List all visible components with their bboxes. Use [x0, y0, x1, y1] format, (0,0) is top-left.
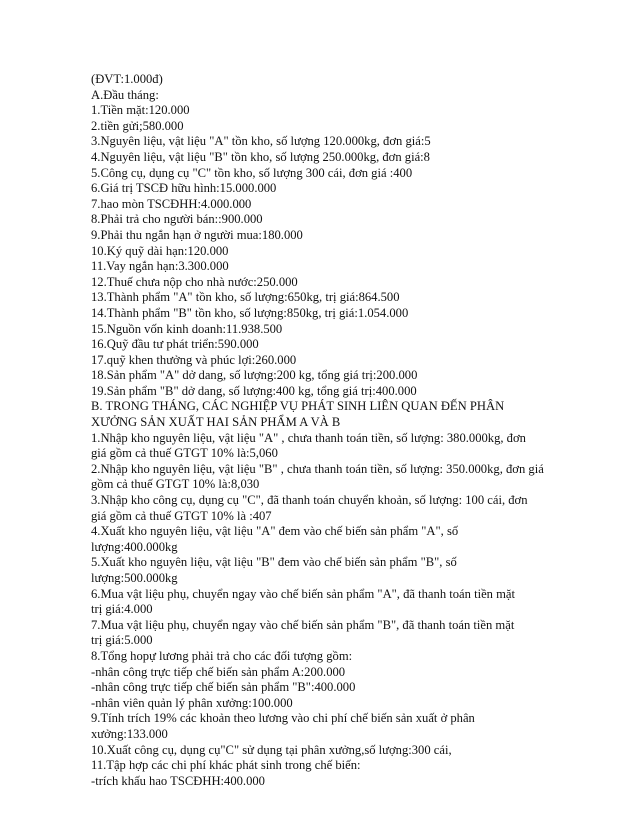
- document-line: 8.Tổng hopự lương phải trả cho các đối tượng gồm:: [91, 648, 353, 663]
- document-line: 10.Xuất công cụ, dụng cụ"C" sử dụng tại phân xưởng,số lượng:300 cái,: [91, 742, 452, 757]
- document-line: (ĐVT:1.000đ): [91, 72, 163, 86]
- document-line: 10.Ký quỹ dài hạn:120.000: [91, 243, 229, 258]
- document-line: 9.Phải thu ngắn hạn ở người mua:180.000: [91, 227, 303, 242]
- document-line: lượng:400.000kg: [91, 539, 178, 554]
- document-line: 19.Sản phẩm "B" dở dang, số lượng:400 kg, tổng giá trị:400.000: [91, 383, 417, 398]
- document-line: trị giá:5.000: [91, 633, 153, 648]
- document-line: 8.Phải trả cho người bán::900.000: [91, 212, 263, 227]
- document-line: B. TRONG THÁNG, CÁC NGHIỆP VỤ PHÁT SINH LIÊN QUAN ĐẾN PHÂN: [91, 399, 505, 414]
- document-line: 4.Xuất kho nguyên liệu, vật liệu "A" đem vào chế biến sản phẩm "A", số: [91, 524, 459, 539]
- document-line: 11.Vay ngắn hạn:3.300.000: [91, 259, 229, 274]
- document-line: 14.Thành phẩm "B" tồn kho, số lượng:850kg, trị giá:1.054.000: [91, 305, 409, 320]
- document-line: xưởng:133.000: [91, 726, 168, 741]
- document-line: -nhân công trực tiếp chế biến sản phẩm A:200.000: [91, 664, 346, 679]
- document-line: -nhân viên quản lý phân xưởng:100.000: [91, 695, 293, 710]
- document-line: giá gồm cả thuế GTGT 10% là:5,060: [91, 446, 278, 461]
- document-line: 9.Tính trích 19% các khoản theo lương vào chi phí chế biến sản xuất ở phân: [91, 711, 475, 726]
- document-line: 13.Thành phẩm "A" tồn kho, số lượng:650kg, trị giá:864.500: [91, 290, 400, 305]
- document-line: XƯỞNG SẢN XUẤT HAI SẢN PHẨM A VÀ B: [91, 415, 341, 430]
- document-line: 5.Xuất kho nguyên liệu, vật liệu "B" đem vào chế biến sản phẩm "B", số: [91, 555, 457, 570]
- document-line: 15.Nguồn vốn kinh doanh:11.938.500: [91, 321, 283, 336]
- document-line: -nhân công trực tiếp chế biến sản phẩm "B":400.000: [91, 680, 356, 695]
- document-line: 7.hao mòn TSCĐHH:4.000.000: [91, 196, 252, 211]
- document-line: trị giá:4.000: [91, 602, 153, 617]
- document-line: 5.Công cụ, dụng cụ "C" tồn kho, số lượng 300 cái, đơn giá :400: [91, 165, 413, 180]
- document-line: 1.Tiền mặt:120.000: [91, 103, 190, 118]
- document-line: 11.Tập hợp các chi phí khác phát sinh trong chế biến:: [91, 758, 361, 773]
- document-line: 2.tiền gửi;580.000: [91, 118, 184, 133]
- document-line: lượng:500.000kg: [91, 571, 178, 585]
- document-line: 7.Mua vật liệu phụ, chuyển ngay vào chế biến sản phẩm "B", đã thanh toán tiền mặt: [91, 617, 515, 632]
- document-line: 1.Nhập kho nguyên liệu, vật liệu "A" , chưa thanh toán tiền, số lượng: 380.000kg, đơn: [91, 430, 526, 445]
- document-line: 16.Quỹ đầu tư phát triển:590.000: [91, 337, 259, 352]
- document-line: 2.Nhập kho nguyên liệu, vật liệu "B" , chưa thanh toán tiền, số lượng: 350.000kg, đơn giá: [91, 461, 544, 476]
- document-line: 12.Thuế chưa nộp cho nhà nước:250.000: [91, 274, 298, 289]
- document-line: 4.Nguyên liệu, vật liệu "B" tồn kho, số lượng 250.000kg, đơn giá:8: [91, 149, 430, 164]
- document-line: 18.Sản phẩm "A" dở dang, số lượng:200 kg, tổng giá trị:200.000: [91, 368, 418, 383]
- document-line: 17.quỹ khen thưởng và phúc lợi:260.000: [91, 352, 297, 367]
- document-line: -trích khấu hao TSCĐHH:400.000: [91, 773, 265, 788]
- document-line: giá gồm cả thuế GTGT 10% là :407: [91, 508, 272, 523]
- document-line: 6.Mua vật liệu phụ, chuyển ngay vào chế biến sản phẩm "A", đã thanh toán tiền mặt: [91, 586, 516, 601]
- document-line: A.Đầu tháng:: [91, 87, 159, 102]
- document-line: 6.Giá trị TSCĐ hữu hình:15.000.000: [91, 181, 277, 196]
- document-body: [91, 72, 561, 789]
- document-line: 3.Nguyên liệu, vật liệu "A" tồn kho, số lượng 120.000kg, đơn giá:5: [91, 134, 431, 149]
- document-line: gồm cả thuế GTGT 10% là:8,030: [91, 477, 260, 492]
- document-line: 3.Nhập kho công cụ, dụng cụ "C", đã thanh toán chuyển khoản, số lượng: 100 cái, đơn: [91, 493, 528, 508]
